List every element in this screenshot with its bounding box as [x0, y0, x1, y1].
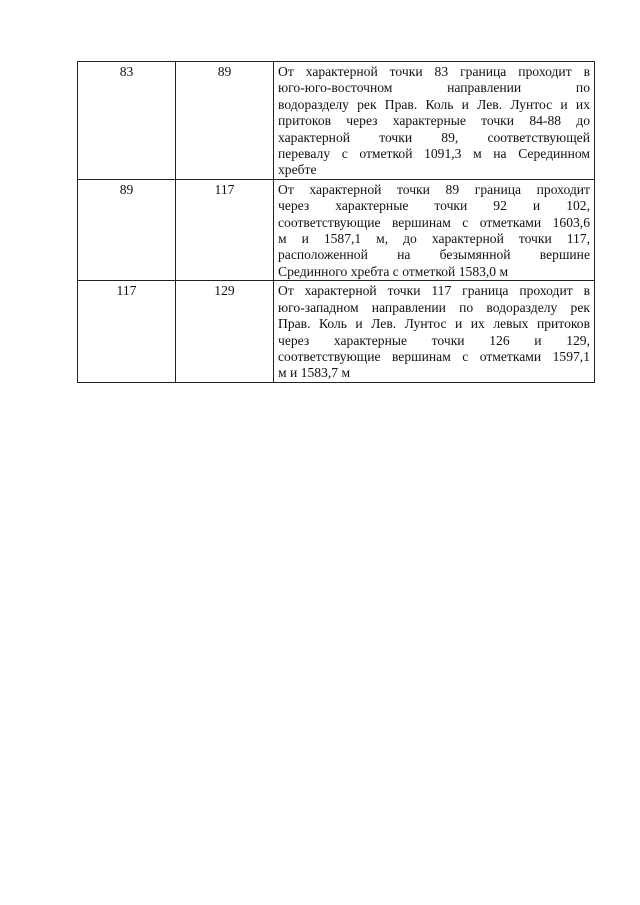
description-line: м и 1587,1 м, до характерной точки 117, [278, 231, 590, 247]
from-point-cell: 117 [78, 281, 176, 382]
description-line: через характерные точки 126 и 129, [278, 332, 590, 348]
table-row [78, 281, 595, 382]
from-point-cell: 83 [78, 62, 176, 180]
boundary-table [77, 61, 595, 383]
description-line: характерной точки 89, соответствующей [278, 129, 590, 145]
from-point-cell: 89 [78, 179, 176, 280]
description-line: соответствующие вершинам с отметками 1597,1 [278, 348, 590, 364]
description-line: От характерной точки 89 граница проходит [278, 181, 590, 197]
description-cell [274, 62, 595, 180]
description-line: соответствующие вершинам с отметками 1603,6 [278, 214, 590, 230]
description-line: перевалу с отметкой 1091,3 м на Серединном [278, 146, 590, 162]
description-line: м и 1583,7 м [278, 365, 351, 381]
table-row [78, 62, 595, 180]
description-line: юго-западном направлении по водоразделу рек [278, 299, 590, 315]
to-point-cell: 89 [176, 62, 274, 180]
table-body [78, 62, 595, 383]
description-cell [274, 179, 595, 280]
description-line: Срединного хребта с отметкой 1583,0 м [278, 263, 509, 279]
to-point-cell: 117 [176, 179, 274, 280]
description-line: От характерной точки 83 граница проходит в [278, 64, 590, 79]
table-row [78, 179, 595, 280]
description-line: через характерные точки 92 и 102, [278, 198, 590, 214]
to-point-cell: 129 [176, 281, 274, 382]
description-line: расположенной на безымянной вершине [278, 247, 590, 263]
description-line: От характерной точки 117 граница проходит в [278, 283, 590, 299]
description-line: юго-юго-восточном направлении по [278, 80, 590, 96]
description-cell [274, 281, 595, 382]
description-line: водоразделу рек Прав. Коль и Лев. Лунтос и их [278, 96, 590, 112]
description-line: хребте [278, 162, 317, 178]
description-line: Прав. Коль и Лев. Лунтос и их левых притоков [278, 316, 590, 332]
description-line: притоков через характерные точки 84-88 до [278, 113, 590, 129]
